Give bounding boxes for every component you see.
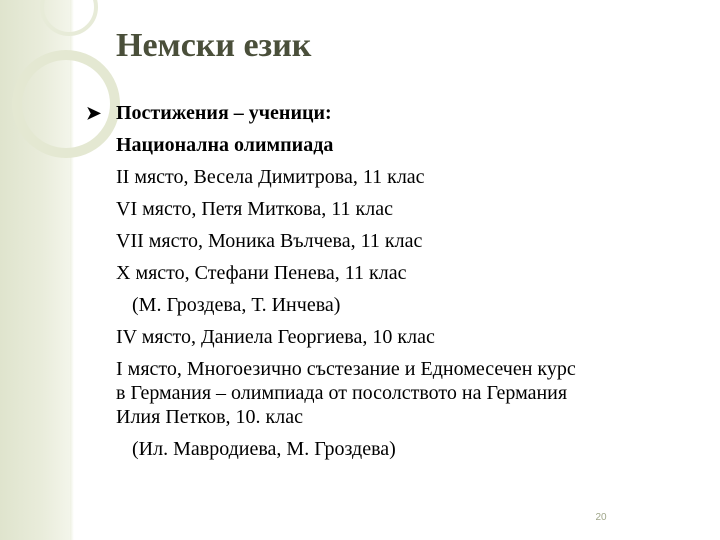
page-number: 20 bbox=[595, 512, 607, 523]
result-paragraph bbox=[86, 353, 706, 433]
teachers-line: (Ил. Мавродиева, М. Гроздева) bbox=[132, 438, 396, 460]
result-line: II място, Весела Димитрова, 11 клас bbox=[116, 166, 425, 188]
result-paragraph-line: в Германия – олимпиада от посолството на Германия bbox=[116, 382, 568, 404]
heading-text: Постижения – ученици: bbox=[116, 102, 332, 124]
slide-content bbox=[86, 97, 706, 465]
arrow-bullet-icon: ➤ bbox=[86, 103, 102, 123]
subheading: Национална олимпиада bbox=[116, 134, 334, 156]
teachers-line: (М. Гроздева, Т. Инчева) bbox=[132, 294, 341, 316]
result-paragraph-line: I място, Многоезично състезание и Едномесечен курс bbox=[116, 358, 576, 380]
bullet-heading bbox=[86, 97, 706, 129]
result-line: X място, Стефани Пенева, 11 клас bbox=[116, 262, 407, 284]
result-line: VII място, Моника Вълчева, 11 клас bbox=[116, 230, 423, 252]
result-line: VI място, Петя Миткова, 11 клас bbox=[116, 198, 394, 220]
slide-title: Немски език bbox=[116, 27, 312, 64]
result-line: IV място, Даниела Георгиева, 10 клас bbox=[116, 326, 435, 348]
result-paragraph-line: Илия Петков, 10. клас bbox=[116, 406, 303, 428]
